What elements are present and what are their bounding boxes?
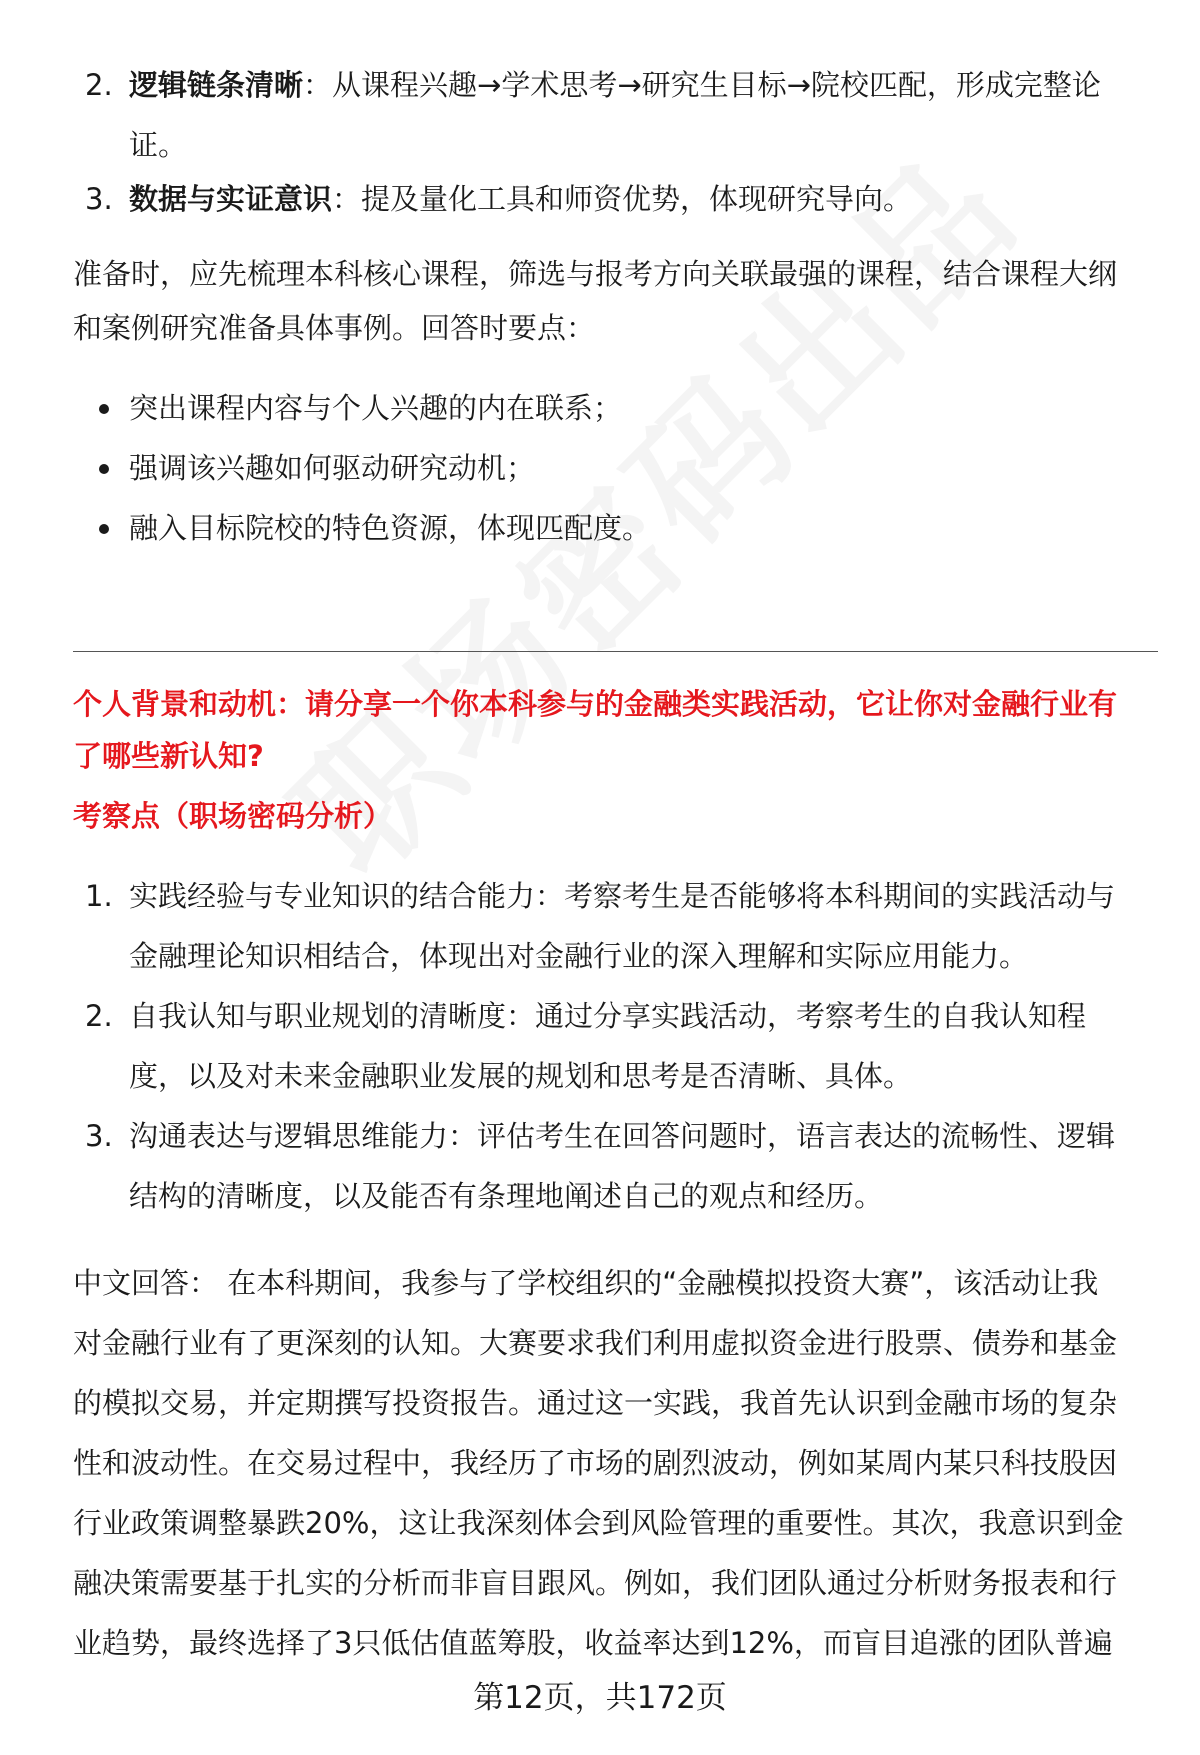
bullet-text: 融入目标院校的特色资源，体现匹配度。 xyxy=(129,511,652,545)
list-item-bold: 逻辑链条清晰 xyxy=(129,68,304,102)
list-item-line: 沟通表达与逻辑思维能力：评估考生在回答问题时，语言表达的流畅性、逻辑 xyxy=(129,1119,1116,1153)
list-item xyxy=(73,1106,1158,1226)
bullet-text: 突出课程内容与个人兴趣的内在联系； xyxy=(129,391,623,425)
exam-points-list xyxy=(73,866,1158,1226)
section-divider xyxy=(73,651,1158,652)
top-ordered-list xyxy=(73,55,1158,229)
prep-line-1: 准备时，应先梳理本科核心课程，筛选与报考方向关联最强的课程，结合课程大纲 xyxy=(73,257,1118,291)
bullet-list xyxy=(73,378,1158,558)
list-item-bold: 数据与实证意识 xyxy=(129,182,333,216)
bullet-item xyxy=(73,438,1158,498)
list-item xyxy=(73,169,1158,229)
list-number: 2. xyxy=(85,999,113,1033)
prep-paragraph xyxy=(73,244,1158,358)
list-item xyxy=(73,986,1158,1106)
bullet-item xyxy=(73,498,1158,558)
question-heading xyxy=(73,678,1158,782)
list-item-line: 自我认知与职业规划的清晰度：通过分享实践活动，考察考生的自我认知程 xyxy=(129,999,1087,1033)
question-line-2: 了哪些新认知? xyxy=(73,739,264,773)
list-item-line: 结构的清晰度，以及能否有条理地阐述自己的观点和经历。 xyxy=(129,1179,884,1213)
list-number: 1. xyxy=(85,879,113,913)
list-item-continuation: 证。 xyxy=(129,128,188,162)
list-item xyxy=(73,55,1158,175)
list-item-text: ：从课程兴趣→学术思考→研究生目标→院校匹配，形成完整论 xyxy=(303,68,1101,102)
answer-line: 中文回答： 在本科期间，我参与了学校组织的“金融模拟投资大赛”，该活动让我 xyxy=(73,1266,1099,1300)
bullet-dot xyxy=(99,524,109,534)
prep-line-2: 和案例研究准备具体事例。回答时要点： xyxy=(73,311,596,345)
exam-points-title: 考察点（职场密码分析） xyxy=(73,799,393,833)
list-number: 3. xyxy=(85,182,113,216)
list-item-line: 度，以及对未来金融职业发展的规划和思考是否清晰、具体。 xyxy=(129,1059,913,1093)
answer-paragraph xyxy=(73,1253,1173,1673)
bullet-item xyxy=(73,378,1158,438)
answer-line: 对金融行业有了更深刻的认知。大赛要求我们利用虚拟资金进行股票、债券和基金 xyxy=(73,1326,1118,1360)
list-number: 3. xyxy=(85,1119,113,1153)
answer-line: 业趋势，最终选择了3只低估值蓝筹股，收益率达到12%，而盲目追涨的团队普遍 xyxy=(73,1626,1113,1660)
answer-line: 性和波动性。在交易过程中，我经历了市场的剧烈波动，例如某周内某只科技股因 xyxy=(73,1446,1118,1480)
answer-line: 的模拟交易，并定期撰写投资报告。通过这一实践，我首先认识到金融市场的复杂 xyxy=(73,1386,1118,1420)
list-number: 2. xyxy=(85,68,113,102)
list-item xyxy=(73,866,1158,986)
question-line-1: 个人背景和动机：请分享一个你本科参与的金融类实践活动，它让你对金融行业有 xyxy=(73,687,1118,721)
bullet-dot xyxy=(99,404,109,414)
answer-line: 融决策需要基于扎实的分析而非盲目跟风。例如，我们团队通过分析财务报表和行 xyxy=(73,1566,1118,1600)
answer-line: 行业政策调整暴跌20%，这让我深刻体会到风险管理的重要性。其次，我意识到金 xyxy=(73,1506,1124,1540)
list-item-line: 金融理论知识相结合，体现出对金融行业的深入理解和实际应用能力。 xyxy=(129,939,1029,973)
bullet-dot xyxy=(99,464,109,474)
list-item-text: ：提及量化工具和师资优势，体现研究导向。 xyxy=(332,182,913,216)
list-item-line: 实践经验与专业知识的结合能力：考察考生是否能够将本科期间的实践活动与 xyxy=(129,879,1116,913)
bullet-text: 强调该兴趣如何驱动研究动机； xyxy=(129,451,536,485)
page-number-footer: 第12页，共172页 xyxy=(473,1680,727,1716)
